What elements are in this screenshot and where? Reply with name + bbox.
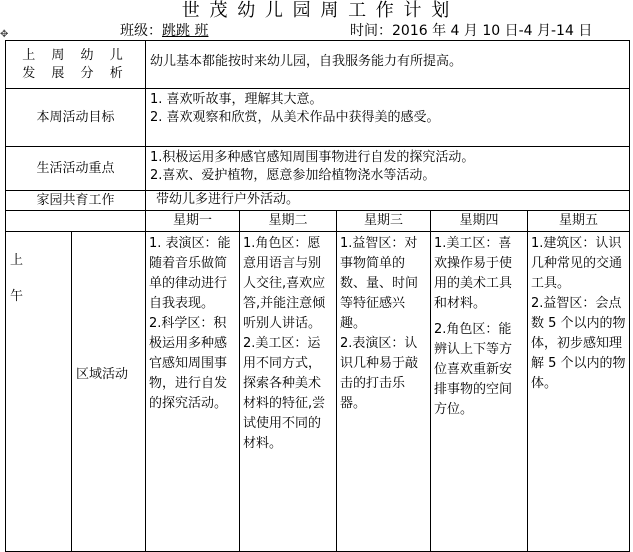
row-home — [6, 191, 630, 211]
home-content: 带幼儿多进行户外活动。 — [146, 191, 630, 211]
plan-fri-text: 1.建筑区：认识几种常见的交通工具。 2.益智区：会点数 5 个以内的物体，初步感知理解 5 个以内的物体。 — [531, 236, 626, 391]
week-goal-text: 1. 喜欢听故事，理解其大意。 2. 喜欢观察和欣赏，从美术作品中获得美的感受。 — [150, 92, 440, 125]
plan-wed-text: 1.益智区：对事物简单的数、量、时间等特征感兴趣。 2.表演区：认识几种易于敲击的打击乐器。 — [340, 236, 419, 411]
last-week-content — [146, 41, 630, 89]
day-header-thu: 星期四 — [431, 211, 528, 232]
row-week-goal — [6, 89, 630, 147]
home-label: 家园共育工作 — [6, 191, 146, 211]
plan-thu-text-2: 2.角色区：能辨认上下等方位喜欢重新安排事物的空间方位。 — [434, 322, 513, 417]
day-header-tue: 星期二 — [240, 211, 337, 232]
plan-mon — [146, 232, 240, 552]
document-title: 世 茂 幼 儿 园 周 工 作 计 划 — [181, 0, 452, 21]
last-week-text: 幼儿基本都能按时来幼儿园，自我服务能力有所提高。 — [150, 54, 463, 69]
row-area-activity — [6, 232, 630, 552]
plan-tue-text: 1.角色区：愿意用语言与别人交往,喜欢应答,并能注意倾听别人讲话。 2.美工区：运用不同方式，探索各种美术材料的特征,尝试使用不同的材料。 — [243, 236, 326, 451]
life-label: 生活活动重点 — [6, 147, 146, 191]
week-goal-label: 本周活动目标 — [6, 89, 146, 147]
plan-mon-text: 1. 表演区：能随着音乐做简单的律动进行自我表现。 2.科学区：积极运用多种感官感知周围事物，进行自发的探究活动。 — [149, 236, 231, 411]
row-life — [6, 147, 630, 191]
days-corner-cell — [6, 211, 146, 232]
week-goal-content — [146, 89, 630, 147]
class-value: 跳跳 班 — [162, 23, 209, 39]
period-label-1: 上 — [10, 253, 24, 268]
row-last-week — [6, 41, 630, 89]
life-text: 1.积极运用多种感官感知周围事物进行自发的探究活动。 2.喜欢、爱护植物，愿意参加给植物浇水等活动。 — [150, 150, 475, 183]
class-info — [120, 22, 208, 40]
activity-label-cell — [72, 232, 146, 552]
plan-thu — [431, 232, 528, 552]
class-label: 班级： — [120, 23, 162, 39]
period-label-2: 午 — [10, 289, 24, 304]
last-week-label-line1: 上 周 幼 儿 — [22, 47, 129, 63]
day-header-wed: 星期三 — [337, 211, 431, 232]
activity-label: 区域活动 — [76, 367, 129, 382]
plan-wed — [337, 232, 431, 552]
row-days — [6, 211, 630, 232]
table-move-handle-icon[interactable]: ✥ — [0, 29, 9, 40]
last-week-label — [6, 41, 146, 89]
time-value: 2016 年 4 月 10 日-4 月-14 日 — [392, 23, 593, 39]
time-label: 时间： — [350, 23, 392, 39]
plan-tue — [240, 232, 337, 552]
life-content — [146, 147, 630, 191]
weekly-plan-table — [5, 40, 630, 552]
plan-thu-text-1: 1.美工区：喜欢操作易于使用的美术工具和材料。 — [434, 236, 513, 311]
day-header-mon: 星期一 — [146, 211, 240, 232]
plan-fri — [528, 232, 630, 552]
day-header-fri: 星期五 — [528, 211, 630, 232]
period-cell — [6, 232, 72, 552]
last-week-label-line2: 发 展 分 析 — [22, 65, 129, 81]
time-info — [350, 22, 592, 40]
